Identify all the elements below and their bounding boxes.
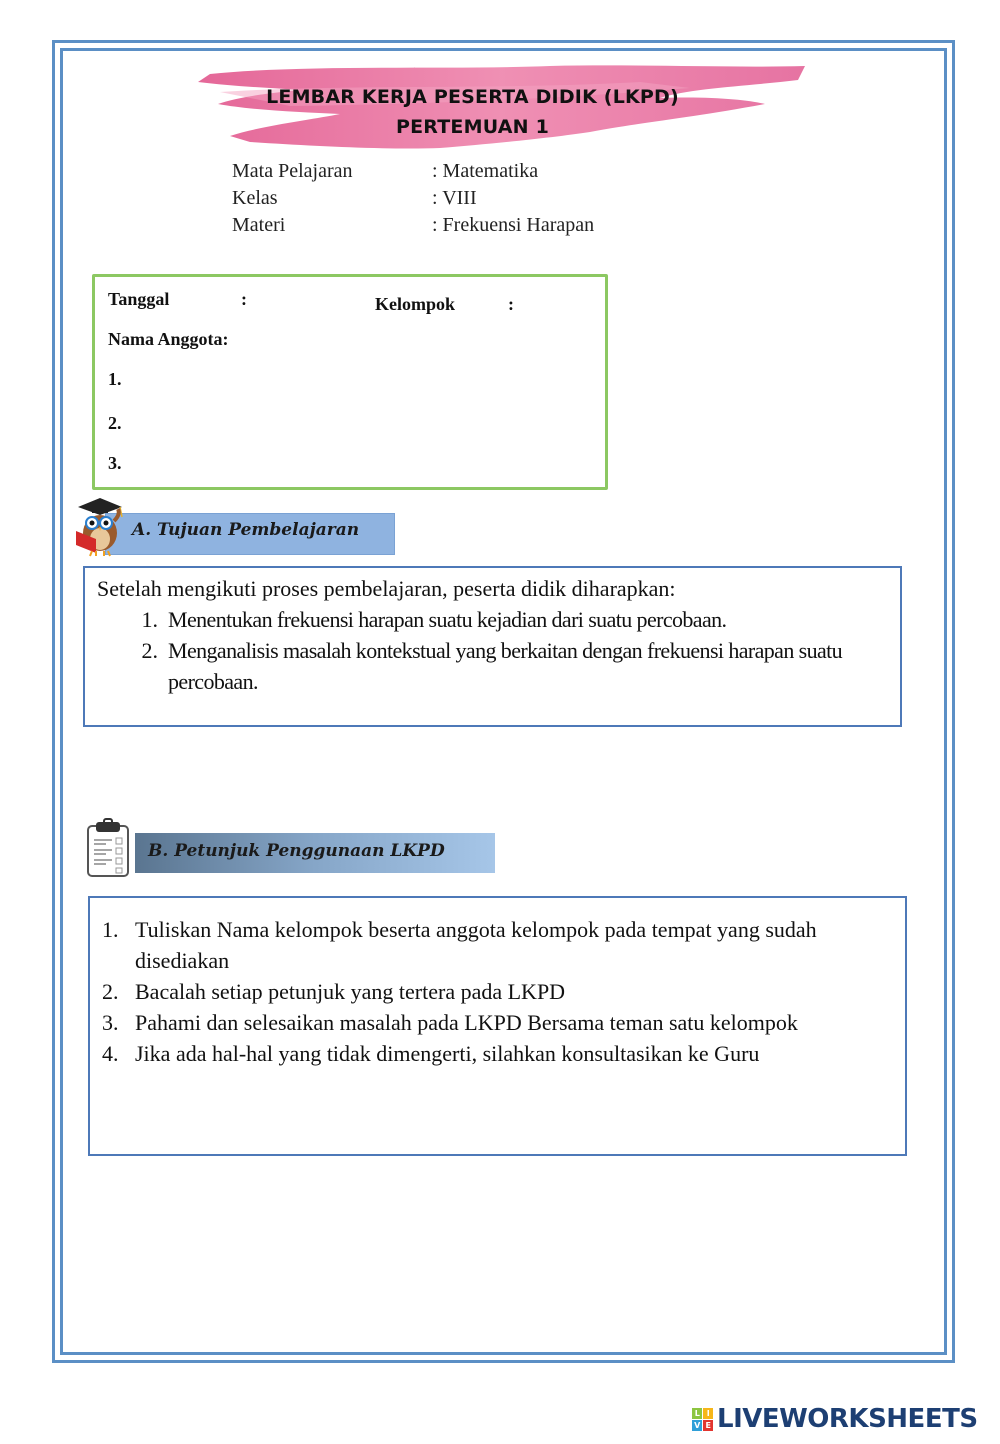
date-colon: : (241, 289, 247, 309)
list-number: 2. (102, 979, 119, 1004)
meta-value: : VIII (432, 187, 477, 209)
members-label: Nama Anggota: (108, 329, 229, 349)
list-text: Bacalah setiap petunjuk yang tertera pada LKPD (135, 979, 566, 1004)
logo-tile: E (703, 1420, 713, 1431)
list-item (97, 635, 888, 697)
meta-row-material (232, 212, 594, 239)
section-b-title: B. Petunjuk Penggunaan LKPD (148, 841, 445, 861)
subject-info (232, 158, 594, 239)
meta-row-class (232, 185, 594, 212)
list-item (97, 604, 888, 635)
meta-label: Mata Pelajaran (232, 160, 353, 182)
section-a-title: A. Tujuan Pembelajaran (132, 520, 360, 540)
meta-value: : Matematika (432, 160, 539, 182)
meta-label: Materi (232, 214, 286, 236)
objectives-list (97, 604, 888, 697)
instructions-box (88, 896, 907, 1156)
list-item (102, 914, 893, 976)
list-text: Tuliskan Nama kelompok beserta anggota kelompok pada tempat yang sudah disediakan (135, 917, 817, 973)
group-field[interactable] (525, 291, 595, 315)
list-text: Menentukan frekuensi harapan suatu kejadian dari suatu percobaan. (168, 607, 727, 632)
meta-label: Kelas (232, 187, 278, 209)
instructions-list (102, 914, 893, 1069)
logo-tile: I (703, 1408, 713, 1419)
date-field[interactable] (305, 287, 365, 311)
member-1-field[interactable] (135, 365, 575, 391)
list-item (102, 1038, 893, 1069)
member-2-number: 2. (108, 413, 122, 433)
live-tiles-icon (692, 1408, 713, 1431)
clipboard-checklist-icon (86, 818, 130, 878)
member-1-number: 1. (108, 369, 122, 389)
logo-tile: L (692, 1408, 702, 1419)
title-line-1: LEMBAR KERJA PESERTA DIDIK (LKPD) (266, 86, 679, 108)
list-number: 1. (102, 917, 119, 942)
group-colon: : (508, 294, 514, 314)
group-label: Kelompok (375, 294, 456, 314)
list-text: Jika ada hal-hal yang tidak dimengerti, silahkan konsultasikan ke Guru (135, 1041, 760, 1066)
member-3-field[interactable] (135, 449, 575, 475)
list-item (102, 1007, 893, 1038)
title-line-2: PERTEMUAN 1 (395, 116, 549, 138)
list-item (102, 976, 893, 1007)
owl-graduate-icon (70, 495, 126, 557)
list-number: 1. (141, 607, 158, 632)
list-text: Menganalisis masalah kontekstual yang berkaitan dengan frekuensi harapan suatu percobaan. (168, 638, 843, 694)
learning-objectives-box (83, 566, 902, 727)
brand-name: LIVEWORKSHEETS (717, 1404, 978, 1434)
logo-tile: V (692, 1420, 702, 1431)
list-number: 2. (141, 638, 158, 663)
meta-row-subject (232, 158, 594, 185)
meta-value: : Frekuensi Harapan (432, 214, 595, 236)
list-number: 3. (102, 1010, 119, 1035)
page-title (190, 82, 755, 142)
list-number: 4. (102, 1041, 119, 1066)
liveworksheets-logo[interactable] (692, 1404, 978, 1434)
group-identity-box (92, 274, 608, 490)
member-3-number: 3. (108, 453, 122, 473)
objectives-intro: Setelah mengikuti proses pembelajaran, peserta didik diharapkan: (97, 576, 676, 601)
list-text: Pahami dan selesaikan masalah pada LKPD Bersama teman satu kelompok (135, 1010, 798, 1035)
member-2-field[interactable] (135, 409, 575, 435)
date-label: Tanggal (108, 289, 170, 309)
